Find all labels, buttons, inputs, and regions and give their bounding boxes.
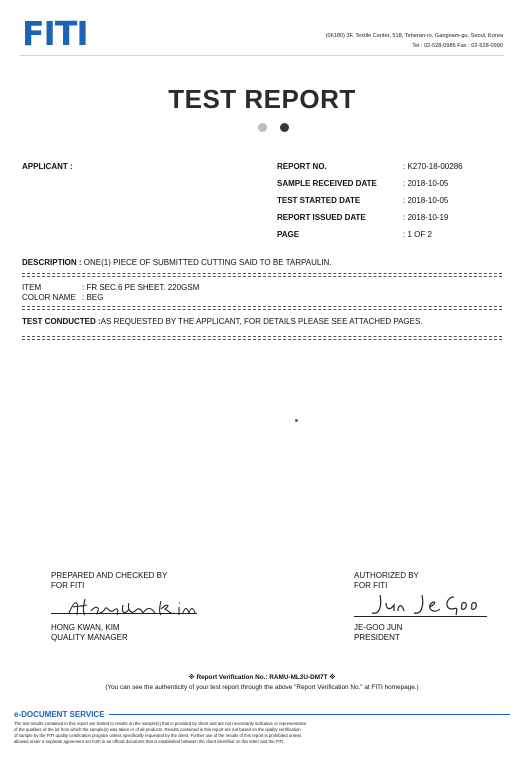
signature-je-goo-jun-icon — [368, 589, 498, 619]
meta-value: : 1 OF 2 — [403, 230, 432, 239]
e-document-service — [14, 710, 510, 745]
signature-hong-kwan-kim-icon — [65, 595, 215, 621]
item-label: COLOR NAME — [22, 293, 76, 302]
meta-row — [277, 226, 463, 243]
page-title: TEST REPORT — [168, 84, 356, 114]
meta-value: : 2018-10-05 — [403, 196, 449, 205]
disclaimer-line: allowed under a separate agreement set forth in an official document that is established between the client identified on this letter and the FITI. — [14, 739, 285, 744]
meta-value: : K270-18-00286 — [403, 162, 463, 171]
verification — [0, 673, 524, 693]
header-divider — [20, 55, 504, 56]
item-row — [22, 283, 199, 293]
meta-label: SAMPLE RECEIVED DATE — [277, 179, 377, 188]
logo-text: FITI — [22, 14, 88, 53]
description-label: DESCRIPTION : — [22, 258, 82, 267]
authorizer-info — [354, 623, 402, 643]
item-details — [22, 283, 199, 303]
prepared-org: FOR FITI — [51, 581, 85, 590]
fiti-logo — [22, 16, 112, 52]
double-dashed-divider — [22, 306, 502, 310]
item-value: : FR SEC.6 PE SHEET. 220GSM — [82, 283, 200, 292]
prepared-line: PREPARED AND CHECKED BY — [51, 571, 168, 580]
meta-row — [277, 209, 463, 226]
verification-note: (You can see the authenticity of your test report through the above "Report Verification No." at FITI homepage.) — [105, 684, 419, 691]
meta-row — [277, 175, 463, 192]
authorized-org: FOR FITI — [354, 581, 388, 590]
preparer-name: HONG KWAN, KIM — [51, 623, 120, 632]
test-conducted — [22, 317, 423, 326]
preparer-role: QUALITY MANAGER — [51, 633, 128, 642]
prepared-by-block — [51, 571, 168, 642]
meta-value: : 2018-10-05 — [403, 179, 449, 188]
contact-line: Tel : 02-528-0986 Fax : 02-528-0990 — [412, 43, 503, 49]
light-dot-icon — [258, 123, 267, 132]
meta-row — [277, 192, 463, 209]
item-value: : BEG — [82, 293, 104, 302]
signature-line — [51, 613, 197, 614]
e-document-heading-row — [14, 710, 510, 719]
item-row — [22, 293, 199, 303]
meta-row — [277, 158, 463, 175]
meta-label: REPORT NO. — [277, 162, 327, 171]
verification-number: ※ Report Verification No.: RAMU-ML3U-DM7T ※ — [188, 674, 336, 681]
e-document-disclaimer — [14, 721, 510, 745]
description — [22, 258, 332, 267]
dark-dot-icon — [280, 123, 289, 132]
meta-label: PAGE — [277, 230, 300, 239]
authorizer-role: PRESIDENT — [354, 633, 400, 642]
authorizer-name: JE-GOO JUN — [354, 623, 403, 632]
applicant-label: APPLICANT : — [22, 162, 73, 171]
preparer-info — [51, 623, 128, 643]
stray-dot-icon — [295, 419, 298, 422]
authorized-by-block — [354, 571, 419, 642]
meta-label: REPORT ISSUED DATE — [277, 213, 366, 222]
meta-value: : 2018-10-19 — [403, 213, 449, 222]
e-document-rule — [109, 714, 510, 715]
company-address — [326, 31, 503, 51]
double-dashed-divider — [22, 273, 502, 277]
double-dashed-divider — [22, 336, 502, 340]
meta-label: TEST STARTED DATE — [277, 196, 361, 205]
description-text: ONE(1) PIECE OF SUBMITTED CUTTING SAID TO BE TARPAULIN. — [83, 258, 332, 267]
disclaimer-line: of the qualities of the lot from which the sample(s) was taken or of all products. Results contained in this report are not based on the quality certification — [14, 727, 301, 732]
address-line: (06180) 3F, Textile Center, 518, Teheran-ro, Gangnam-gu, Seoul, Korea — [325, 33, 503, 39]
test-conducted-label: TEST CONDUCTED : — [22, 317, 101, 326]
report-meta — [277, 158, 463, 243]
title-dots — [258, 123, 294, 133]
disclaimer-line: The test results contained in this report are limited to results on the sample(s) that is provided by client and are not necessarily indicative or representative — [14, 721, 307, 726]
item-label: ITEM — [22, 283, 42, 292]
disclaimer-line: of sample by the FITI quality certification program unless specifically requested by the client. Further use of the results of this report is prohibited unless — [14, 733, 302, 738]
test-conducted-text: AS REQUESTED BY THE APPLICANT, FOR DETAILS PLEASE SEE ATTACHED PAGES. — [100, 317, 423, 326]
authorized-line: AUTHORIZED BY — [354, 571, 419, 580]
signature-line — [354, 616, 487, 617]
e-document-heading: e-DOCUMENT SERVICE — [14, 710, 105, 719]
